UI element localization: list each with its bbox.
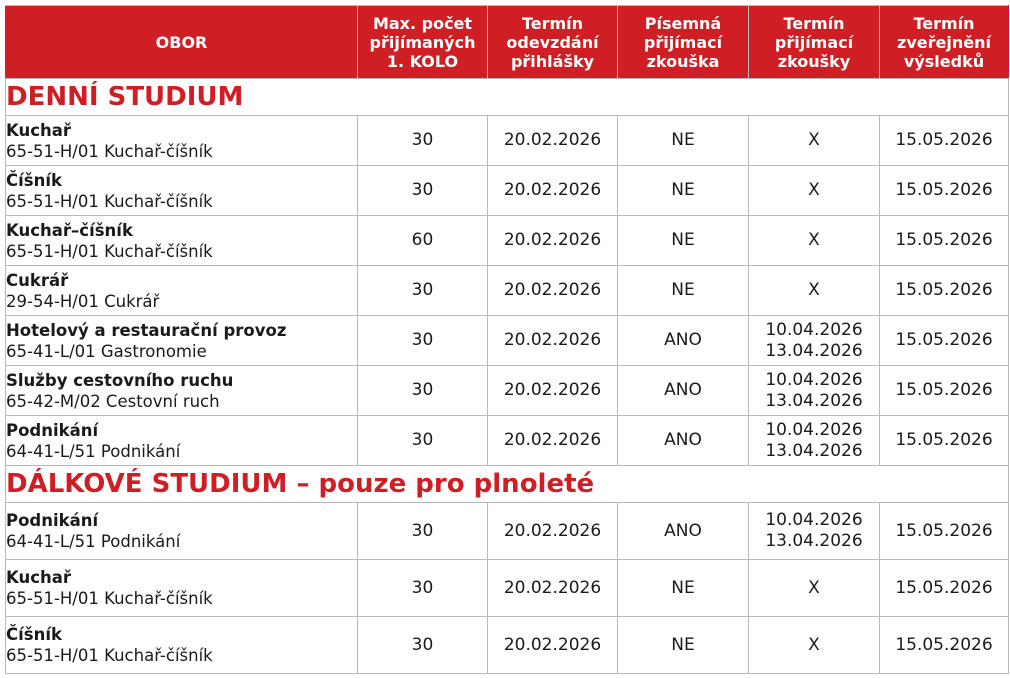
results-date-cell: 15.05.2026	[880, 116, 1009, 166]
obor-code: 65-51-H/01 Kuchař-číšník	[6, 589, 213, 608]
obor-cell	[6, 216, 358, 266]
obor-cell	[6, 617, 358, 674]
exam-date-cell: X	[749, 216, 880, 266]
results-date-cell: 15.05.2026	[880, 503, 1009, 560]
obor-cell	[6, 166, 358, 216]
obor-name: Kuchař–číšník	[6, 220, 133, 240]
section-title-row	[6, 466, 1009, 503]
admissions-table	[5, 5, 1009, 674]
deadline-cell: 20.02.2026	[488, 116, 618, 166]
obor-cell	[6, 116, 358, 166]
table-row	[6, 416, 1009, 466]
exam-date-cell: X	[749, 266, 880, 316]
deadline-cell: 20.02.2026	[488, 416, 618, 466]
obor-cell	[6, 503, 358, 560]
obor-code: 64-41-L/51 Podnikání	[6, 441, 181, 461]
written-exam-cell: ANO	[618, 366, 749, 416]
obor-name: Hotelový a restaurační provoz	[6, 320, 287, 340]
table-row	[6, 166, 1009, 216]
header-row	[6, 6, 1009, 79]
obor-name: Číšník	[6, 625, 62, 644]
header-written-exam: Písemná přijímací zkouška	[618, 6, 749, 79]
obor-code: 65-51-H/01 Kuchař-číšník	[6, 141, 213, 161]
written-exam-cell: NE	[618, 216, 749, 266]
obor-name: Cukrář	[6, 270, 69, 290]
table-row	[6, 560, 1009, 617]
section-title: DÁLKOVÉ STUDIUM – pouze pro plnoleté	[6, 466, 1009, 503]
deadline-cell: 20.02.2026	[488, 503, 618, 560]
table-row	[6, 316, 1009, 366]
table-row	[6, 266, 1009, 316]
results-date-cell: 15.05.2026	[880, 366, 1009, 416]
header-exam-date: Termín přijímací zkoušky	[749, 6, 880, 79]
exam-date-cell: 10.04.2026 13.04.2026	[749, 316, 880, 366]
section-title-row	[6, 79, 1009, 116]
obor-code: 64-41-L/51 Podnikání	[6, 532, 181, 551]
written-exam-cell: NE	[618, 560, 749, 617]
table-row	[6, 617, 1009, 674]
results-date-cell: 15.05.2026	[880, 216, 1009, 266]
header-capacity: Max. počet přijímaných 1. KOLO	[358, 6, 488, 79]
capacity-cell: 30	[358, 316, 488, 366]
obor-cell	[6, 316, 358, 366]
obor-code: 65-41-L/01 Gastronomie	[6, 341, 207, 361]
exam-date-cell: X	[749, 116, 880, 166]
obor-cell	[6, 366, 358, 416]
capacity-cell: 30	[358, 366, 488, 416]
written-exam-cell: ANO	[618, 503, 749, 560]
obor-code: 29-54-H/01 Cukrář	[6, 291, 160, 311]
deadline-cell: 20.02.2026	[488, 366, 618, 416]
written-exam-cell: ANO	[618, 416, 749, 466]
results-date-cell: 15.05.2026	[880, 416, 1009, 466]
deadline-cell: 20.02.2026	[488, 266, 618, 316]
written-exam-cell: NE	[618, 617, 749, 674]
capacity-cell: 30	[358, 503, 488, 560]
obor-cell	[6, 266, 358, 316]
obor-name: Číšník	[6, 170, 62, 190]
deadline-cell: 20.02.2026	[488, 216, 618, 266]
header-obor: OBOR	[6, 6, 358, 79]
capacity-cell: 30	[358, 166, 488, 216]
results-date-cell: 15.05.2026	[880, 316, 1009, 366]
obor-code: 65-51-H/01 Kuchař-číšník	[6, 191, 213, 211]
obor-name: Podnikání	[6, 511, 99, 530]
section-title: DENNÍ STUDIUM	[6, 79, 1009, 116]
table-row	[6, 503, 1009, 560]
results-date-cell: 15.05.2026	[880, 560, 1009, 617]
obor-name: Kuchař	[6, 120, 72, 140]
obor-cell	[6, 416, 358, 466]
table-row	[6, 116, 1009, 166]
header-results-date: Termín zveřejnění výsledků	[880, 6, 1009, 79]
results-date-cell: 15.05.2026	[880, 617, 1009, 674]
table-row	[6, 216, 1009, 266]
capacity-cell: 30	[358, 416, 488, 466]
deadline-cell: 20.02.2026	[488, 617, 618, 674]
obor-cell	[6, 560, 358, 617]
obor-name: Kuchař	[6, 568, 72, 587]
exam-date-cell: 10.04.2026 13.04.2026	[749, 366, 880, 416]
exam-date-cell: 10.04.2026 13.04.2026	[749, 503, 880, 560]
written-exam-cell: ANO	[618, 316, 749, 366]
header-deadline: Termín odevzdání přihlášky	[488, 6, 618, 79]
deadline-cell: 20.02.2026	[488, 316, 618, 366]
obor-name: Služby cestovního ruchu	[6, 370, 234, 390]
obor-code: 65-51-H/01 Kuchař-číšník	[6, 646, 213, 665]
exam-date-cell: 10.04.2026 13.04.2026	[749, 416, 880, 466]
deadline-cell: 20.02.2026	[488, 166, 618, 216]
capacity-cell: 30	[358, 617, 488, 674]
capacity-cell: 30	[358, 266, 488, 316]
exam-date-cell: X	[749, 617, 880, 674]
obor-code: 65-51-H/01 Kuchař-číšník	[6, 241, 213, 261]
obor-name: Podnikání	[6, 420, 99, 440]
capacity-cell: 30	[358, 560, 488, 617]
capacity-cell: 60	[358, 216, 488, 266]
table-row	[6, 366, 1009, 416]
obor-code: 65-42-M/02 Cestovní ruch	[6, 391, 220, 411]
written-exam-cell: NE	[618, 116, 749, 166]
deadline-cell: 20.02.2026	[488, 560, 618, 617]
capacity-cell: 30	[358, 116, 488, 166]
exam-date-cell: X	[749, 166, 880, 216]
results-date-cell: 15.05.2026	[880, 166, 1009, 216]
results-date-cell: 15.05.2026	[880, 266, 1009, 316]
written-exam-cell: NE	[618, 166, 749, 216]
exam-date-cell: X	[749, 560, 880, 617]
written-exam-cell: NE	[618, 266, 749, 316]
